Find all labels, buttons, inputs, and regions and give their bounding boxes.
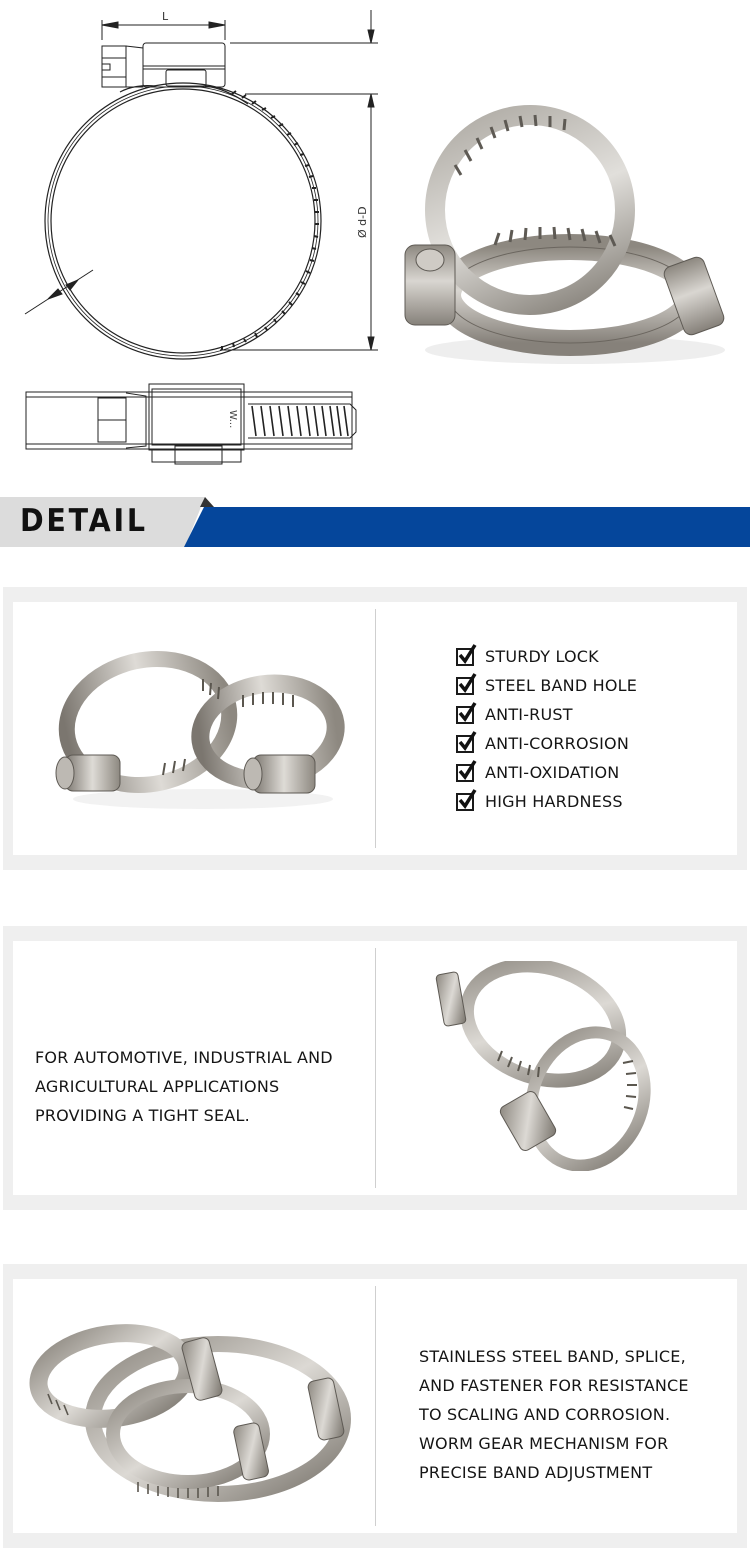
feature-card-3 [3, 1264, 747, 1548]
detail-section-banner [0, 497, 750, 547]
material-description [419, 1342, 719, 1487]
text-line: AND FASTENER FOR RESISTANCE [419, 1376, 689, 1395]
feature-item [456, 671, 637, 700]
product-photo-clamps-pair [53, 647, 353, 821]
text-line: STAINLESS STEEL BAND, SPLICE, [419, 1347, 686, 1366]
product-photo-interlocked-clamps [428, 961, 668, 1175]
card-divider [375, 948, 376, 1188]
feature-item [456, 700, 637, 729]
dimension-diameter-label: Ø d-D [356, 206, 369, 238]
text-line: FOR AUTOMOTIVE, INDUSTRIAL AND [35, 1048, 333, 1067]
text-line: WORM GEAR MECHANISM FOR [419, 1434, 669, 1453]
text-line: TO SCALING AND CORROSION. [419, 1405, 671, 1424]
technical-drawing [0, 0, 390, 480]
feature-label: ANTI-CORROSION [485, 734, 630, 753]
banner-corner-icon [196, 497, 216, 509]
product-photo-stacked-clamps [28, 1314, 358, 1518]
text-line: AGRICULTURAL APPLICATIONS [35, 1077, 280, 1096]
dimension-width-label: W... [227, 410, 238, 429]
dimension-length-label: L [162, 10, 169, 23]
text-line: PRECISE BAND ADJUSTMENT [419, 1463, 653, 1482]
text-line: PROVIDING A TIGHT SEAL. [35, 1106, 250, 1125]
checkbox-checked-icon [456, 677, 474, 695]
checkbox-checked-icon [456, 764, 474, 782]
feature-card-1 [3, 587, 747, 870]
checkbox-checked-icon [456, 648, 474, 666]
card-divider [375, 609, 376, 848]
card-divider [375, 1286, 376, 1526]
banner-blue-bar [184, 507, 750, 547]
feature-item [456, 729, 637, 758]
feature-label: ANTI-RUST [485, 705, 573, 724]
feature-card-2 [3, 926, 747, 1210]
checkbox-checked-icon [456, 735, 474, 753]
clamp-dimension-drawing [0, 0, 390, 480]
section-title: DETAIL [20, 503, 148, 539]
feature-label: HIGH HARDNESS [485, 792, 623, 811]
product-photo-two-clamps [395, 105, 750, 380]
checkbox-checked-icon [456, 793, 474, 811]
feature-label: ANTI-OXIDATION [485, 763, 620, 782]
feature-item [456, 642, 637, 671]
applications-description [35, 1043, 365, 1130]
feature-item [456, 758, 637, 787]
feature-label: STEEL BAND HOLE [485, 676, 638, 695]
checkbox-checked-icon [456, 706, 474, 724]
feature-item [456, 787, 637, 816]
feature-label: STURDY LOCK [485, 647, 599, 666]
feature-checklist [456, 642, 637, 816]
